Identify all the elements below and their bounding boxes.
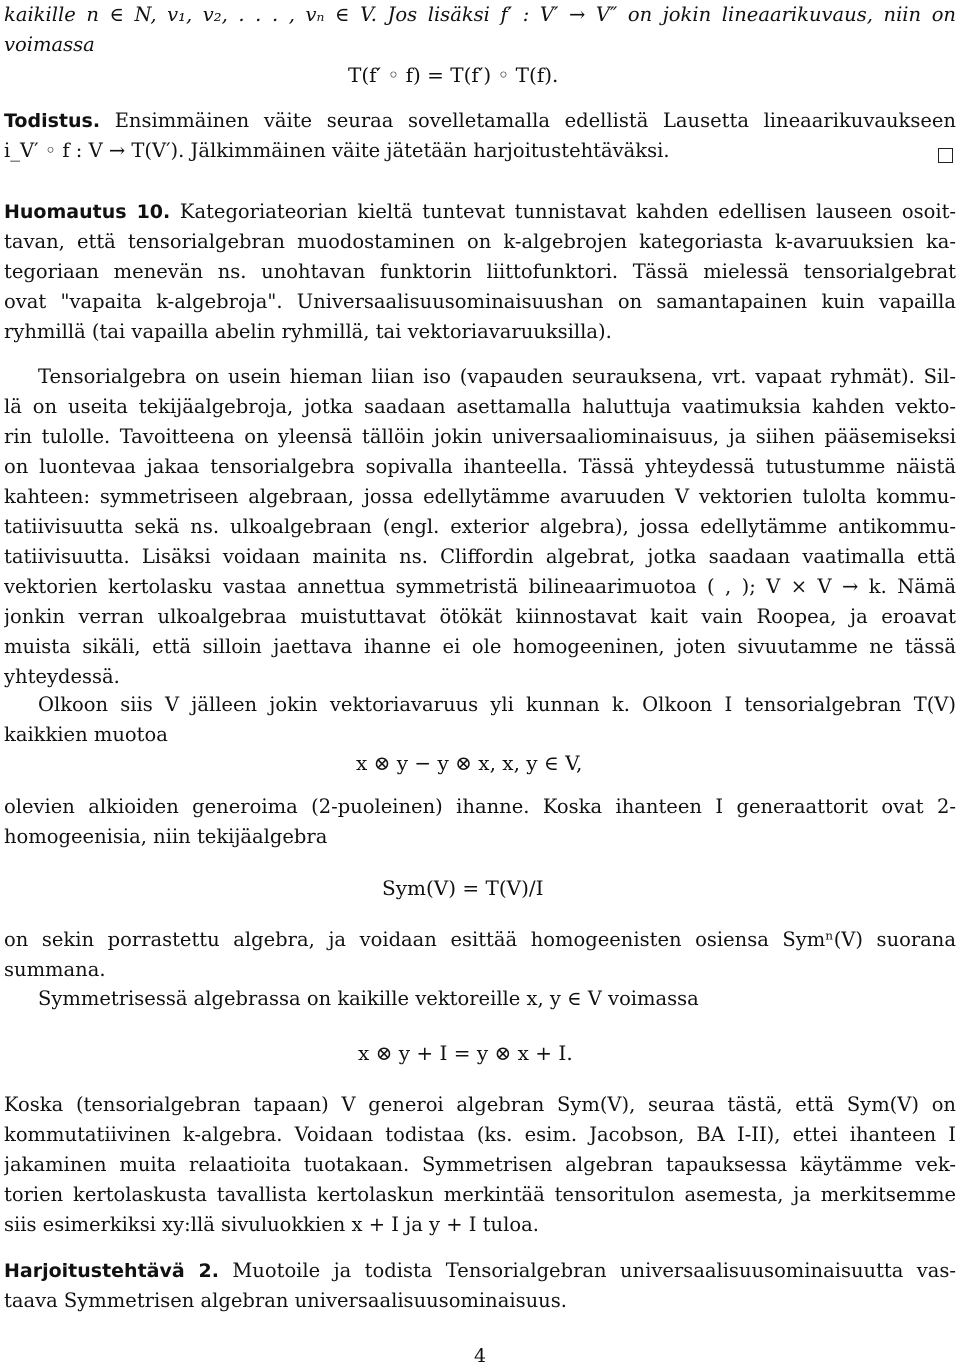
equation: x ⊗ y − y ⊗ x, x, y ∈ V, <box>356 751 583 775</box>
text-line: jonkin verran ulkoalgebraa muistuttavat ötökät kiinnostavat kait vain Roopea, ja eroavat <box>4 605 956 628</box>
remark-line: Huomautus 10. Kategoriateorian kieltä tuntevat tunnistavat kahden edellisen lauseen osoit- <box>4 200 956 223</box>
text-line: summana. <box>4 958 106 981</box>
remark-line: tavan, että tensorialgebran muodostaminen on k-algebrojen kategoriasta k-avaruuksien ka- <box>4 230 956 253</box>
remark-line: tegoriaan menevän ns. unohtavan funktorin liittofunktori. Tässä mielessä tensorialgebrat <box>4 260 956 283</box>
page-number: 4 <box>473 1345 487 1367</box>
text-line: Koska (tensorialgebran tapaan) V generoi algebran Sym(V), seuraa tästä, että Sym(V) on <box>4 1093 956 1116</box>
exercise-line: taava Symmetrisen algebran universaalisuusominaisuus. <box>4 1289 567 1312</box>
text-line: siis esimerkiksi xy:llä sivuluokkien x + I ja y + I tuloa. <box>4 1213 539 1236</box>
equation: x ⊗ y + I = y ⊗ x + I. <box>358 1041 573 1065</box>
text-line: Symmetrisessä algebrassa on kaikille vektoreille x, y ∈ V voimassa <box>38 987 699 1010</box>
text-line: on sekin porrastettu algebra, ja voidaan esittää homogeenisten osiensa Symⁿ(V) suorana <box>4 928 956 951</box>
text-line: voimassa <box>4 33 95 56</box>
text-line: rin tulolle. Tavoitteena on yleensä tällöin jokin universaaliominaisuus, ja siihen pääsemiseksi <box>4 425 956 448</box>
text-line: homogeenisia, niin tekijäalgebra <box>4 825 328 848</box>
exercise-line: Harjoitustehtävä 2. Muotoile ja todista Tensorialgebran universaalisuusominaisuutta vas- <box>4 1259 956 1282</box>
equation: T(f′ ◦ f) = T(f′) ◦ T(f). <box>348 63 559 87</box>
exercise-label: Harjoitustehtävä 2. <box>4 1260 219 1282</box>
text-line: kommutatiivinen k-algebra. Voidaan todistaa (ks. esim. Jacobson, BA I-II), ettei ihanteen I <box>4 1123 956 1146</box>
remark-label: Huomautus 10. <box>4 201 171 223</box>
text-line: on luontevaa jakaa tensorialgebra sopivalla ihanteella. Tässä yhteydessä tutustumme näistä <box>4 455 956 478</box>
text-line: kaikille n ∈ N, v₁, v₂, . . . , vₙ ∈ V. Jos lisäksi f′ : V′ → V″ on jokin lineaarikuvaus, niin on <box>4 3 956 26</box>
text-line: lä on useita tekijäalgebroja, jotka saadaan asettamalla haluttuja vaatimuksia kahden vekto- <box>4 395 956 418</box>
remark-line: ryhmillä (tai vapailla abelin ryhmillä, tai vektoriavaruuksilla). <box>4 320 612 343</box>
text-line: tatiivisuutta. Lisäksi voidaan mainita ns. Cliffordin algebrat, jotka saadaan vaatimalla että <box>4 545 956 568</box>
remark-line: ovat "vapaita k-algebroja". Universaalisuusominaisuushan on samantapainen kuin vapailla <box>4 290 956 313</box>
text-line: torien kertolaskusta tavallista kertolaskun merkintää tensoritulon asemesta, ja merkitsemme <box>4 1183 956 1206</box>
text-line: jakaminen muita relaatioita tuotakaan. Symmetrisen algebran tapauksessa käytämme vek- <box>4 1153 956 1176</box>
proof-line: i_V′ ◦ f : V → T(V′). Jälkimmäinen väite jätetään harjoitustehtäväksi. <box>4 139 670 162</box>
qed-square-icon <box>938 148 953 163</box>
text-line: yhteydessä. <box>4 665 120 688</box>
text-line: olevien alkioiden generoima (2-puoleinen) ihanne. Koska ihanteen I generaattorit ovat 2- <box>4 795 956 818</box>
proof-line: Todistus. Ensimmäinen väite seuraa sovelletamalla edellistä Lausetta lineaarikuvaukseen <box>4 109 956 132</box>
text-line: muista sikäli, että silloin jaettava ihanne ei ole homogeeninen, joten sivuutamme ne tässä <box>4 635 956 658</box>
text-line: vektorien kertolasku vastaa annettua symmetristä bilineaarimuotoa ( , ); V × V → k. Nämä <box>4 575 956 598</box>
text-line: kahteen: symmetriseen algebraan, jossa edellytämme avaruuden V vektorien tulolta kommu- <box>4 485 956 508</box>
proof-label: Todistus. <box>4 110 101 132</box>
text-line: tatiivisuutta sekä ns. ulkoalgebraan (engl. exterior algebra), jossa edellytämme antikommu- <box>4 515 956 538</box>
text-line: kaikkien muotoa <box>4 723 168 746</box>
text-line: Tensorialgebra on usein hieman liian iso (vapauden seurauksena, vrt. vapaat ryhmät). Sil- <box>38 365 956 388</box>
equation: Sym(V) = T(V)/I <box>382 876 544 900</box>
text-line: Olkoon siis V jälleen jokin vektoriavaruus yli kunnan k. Olkoon I tensorialgebran T(V) <box>38 693 956 716</box>
